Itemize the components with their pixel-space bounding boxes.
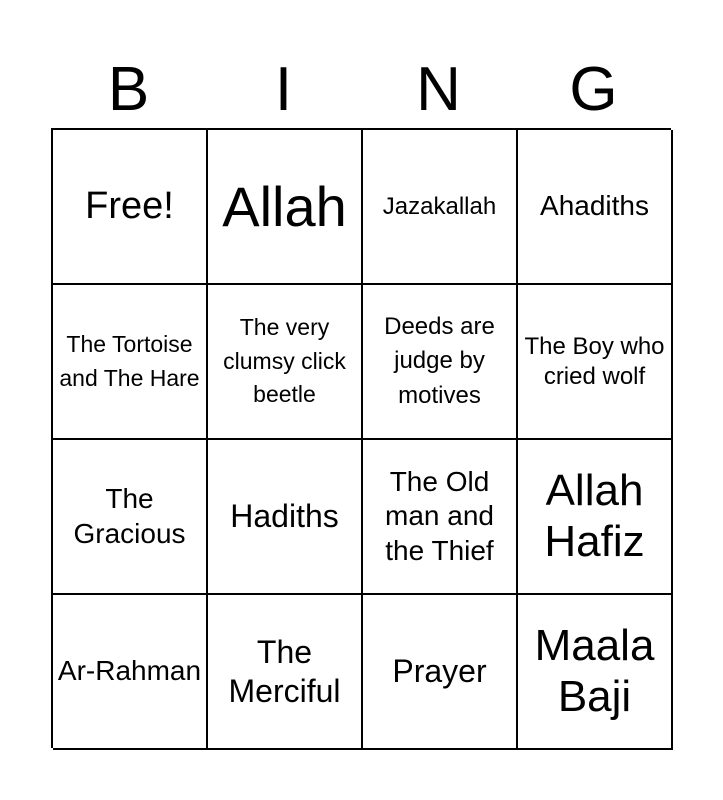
header-letter-n: N bbox=[416, 55, 461, 124]
bingo-cell-free[interactable]: Free! bbox=[53, 130, 208, 285]
bingo-cell[interactable]: Allah bbox=[208, 130, 363, 285]
bingo-cell[interactable]: The very clumsy click beetle bbox=[208, 285, 363, 440]
bingo-cell[interactable]: The Boy who cried wolf bbox=[518, 285, 673, 440]
bingo-cell[interactable]: The Tortoise and The Hare bbox=[53, 285, 208, 440]
bingo-cell[interactable]: The Old man and the Thief bbox=[363, 440, 518, 595]
bingo-cell[interactable]: Ar-Rahman bbox=[53, 595, 208, 750]
bingo-cell[interactable]: Jazakallah bbox=[363, 130, 518, 285]
header-letter-g: G bbox=[569, 55, 618, 124]
bingo-board bbox=[51, 128, 671, 748]
bingo-cell[interactable]: Prayer bbox=[363, 595, 518, 750]
bingo-header bbox=[51, 52, 671, 128]
bingo-cell[interactable]: Ahadiths bbox=[518, 130, 673, 285]
bingo-cell[interactable]: Deeds are judge by motives bbox=[363, 285, 518, 440]
bingo-cell[interactable]: Maala Baji bbox=[518, 595, 673, 750]
header-letter-b: B bbox=[107, 55, 150, 124]
bingo-cell[interactable]: The Merciful bbox=[208, 595, 363, 750]
bingo-cell[interactable]: Hadiths bbox=[208, 440, 363, 595]
bingo-cell[interactable]: Allah Hafiz bbox=[518, 440, 673, 595]
bingo-cell[interactable]: The Gracious bbox=[53, 440, 208, 595]
header-letter-i: I bbox=[274, 55, 293, 124]
